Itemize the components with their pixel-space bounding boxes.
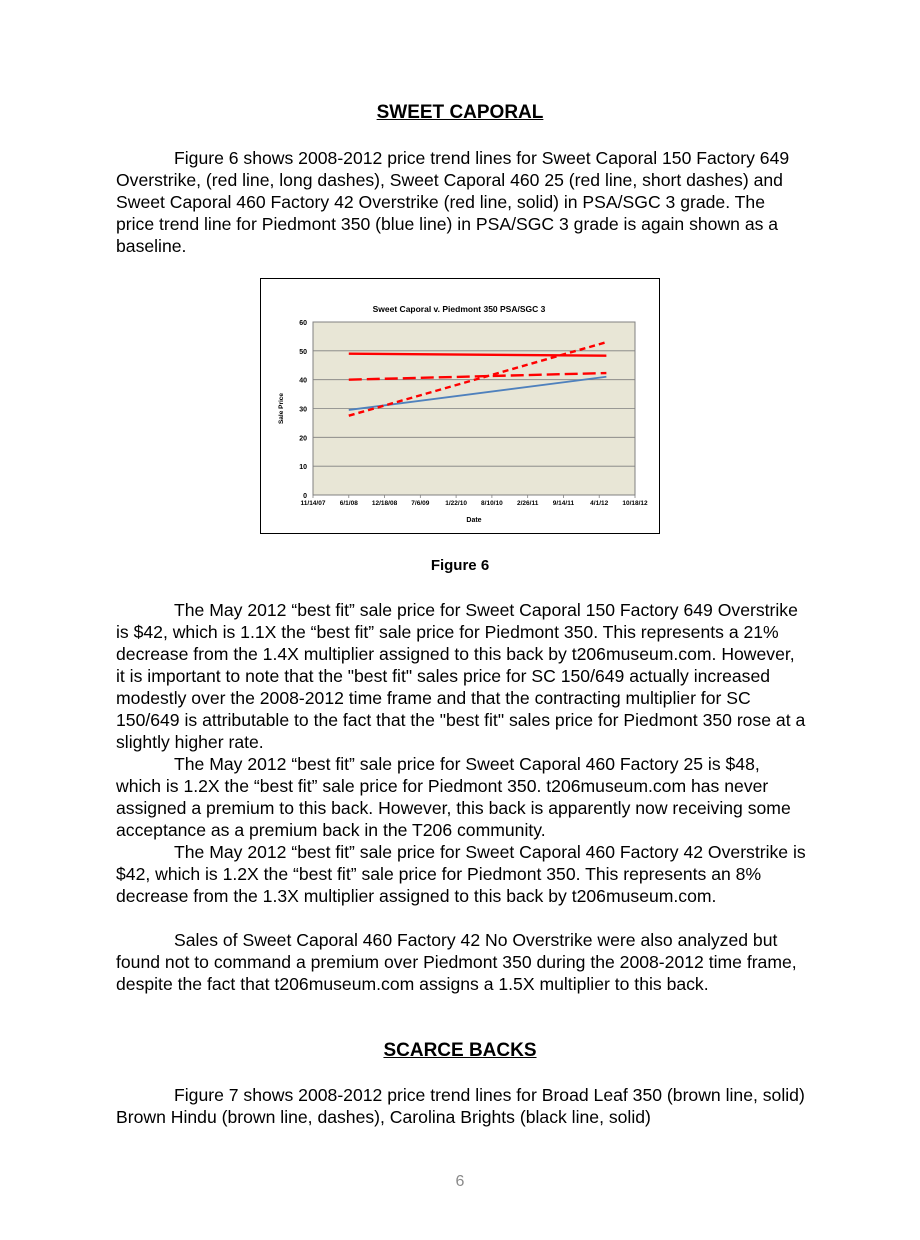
y-tick-label: 20 xyxy=(299,435,307,443)
y-tick-label: 30 xyxy=(299,406,307,414)
chart-title: Sweet Caporal v. Piedmont 350 PSA/SGC 3 xyxy=(372,304,546,314)
x-tick-label: 6/1/08 xyxy=(339,500,358,507)
x-tick-label: 10/18/12 xyxy=(622,500,648,507)
paragraph-sc460-42: The May 2012 “best fit” sale price for Sweet Caporal 460 Factory 42 Overstrike is $42, which is 1.2X the “best fit” sale price for Piedmont 350. This represents an 8% decrease from the 1.3X multiplier assigned to this back by t206museum.com. xyxy=(116,842,806,906)
y-tick-label: 60 xyxy=(299,320,307,327)
paragraph-sc460-42-no-overstrike: Sales of Sweet Caporal 460 Factory 42 No Overstrike were also analyzed but found not to command a premium over Piedmont 350 during the 2008-2012 time frame, despite the fact that t206museum.com assigns a 1.5X multiplier to this back. xyxy=(116,930,797,994)
y-tick-label: 40 xyxy=(299,377,307,385)
x-tick-label: 1/22/10 xyxy=(445,500,467,507)
figure-caption: Figure 6 xyxy=(430,557,490,574)
x-tick-label: 11/14/07 xyxy=(300,500,326,507)
y-tick-label: 50 xyxy=(299,348,307,356)
section-heading-sweet-caporal: SWEET CAPORAL xyxy=(376,102,544,123)
x-tick-label: 8/10/10 xyxy=(481,500,503,507)
y-tick-label: 10 xyxy=(299,464,307,472)
y-axis-label: Sale Price xyxy=(278,392,285,425)
figure-6-chart xyxy=(260,278,660,534)
x-axis-label: Date xyxy=(466,517,482,524)
x-tick-label: 7/6/09 xyxy=(411,500,430,507)
paragraph-sc460-25: The May 2012 “best fit” sale price for Sweet Caporal 460 Factory 25 is $48, which is 1.2X the “best fit” sale price for Piedmont 350. t206museum.com has never assigned a premium to this back. However, this back is apparently now receiving some acceptance as a premium back in the T206 community. xyxy=(116,754,791,840)
x-tick-label: 2/26/11 xyxy=(517,500,539,507)
section-heading-scarce-backs: SCARCE BACKS xyxy=(383,1040,537,1061)
chart-svg xyxy=(261,279,659,533)
page-number: 6 xyxy=(455,1173,465,1190)
x-tick-label: 4/1/12 xyxy=(590,500,609,507)
intro-paragraph: Figure 6 shows 2008-2012 price trend lines for Sweet Caporal 150 Factory 649 Overstrike, (red line, long dashes), Sweet Caporal 460 25 (red line, short dashes) and Sweet Caporal 460 Factory 42 Overstrike (red line, solid) in PSA/SGC 3 grade. The price trend line for Piedmont 350 (blue line) in PSA/SGC 3 grade is again shown as a baseline. xyxy=(116,148,790,256)
paragraph-figure-7: Figure 7 shows 2008-2012 price trend lines for Broad Leaf 350 (brown line, solid) Brown Hindu (brown line, dashes), Carolina Brights (black line, solid) xyxy=(116,1085,805,1127)
x-tick-label: 12/18/08 xyxy=(371,500,398,507)
paragraph-sc150: The May 2012 “best fit” sale price for Sweet Caporal 150 Factory 649 Overstrike is $42, which is 1.1X the “best fit” sale price for Piedmont 350. This represents a 21% decrease from the 1.4X multiplier assigned to this back by t206museum.com. However, it is important to note that the "best fit" sales price for SC 150/649 actually increased modestly over the 2008-2012 time frame and that the contracting multiplier for SC 150/649 is attributable to the fact that the "best fit" sales price for Piedmont 350 rose at a slightly higher rate. xyxy=(116,600,806,752)
y-tick-label: 0 xyxy=(303,493,307,500)
x-tick-label: 9/14/11 xyxy=(552,500,575,507)
